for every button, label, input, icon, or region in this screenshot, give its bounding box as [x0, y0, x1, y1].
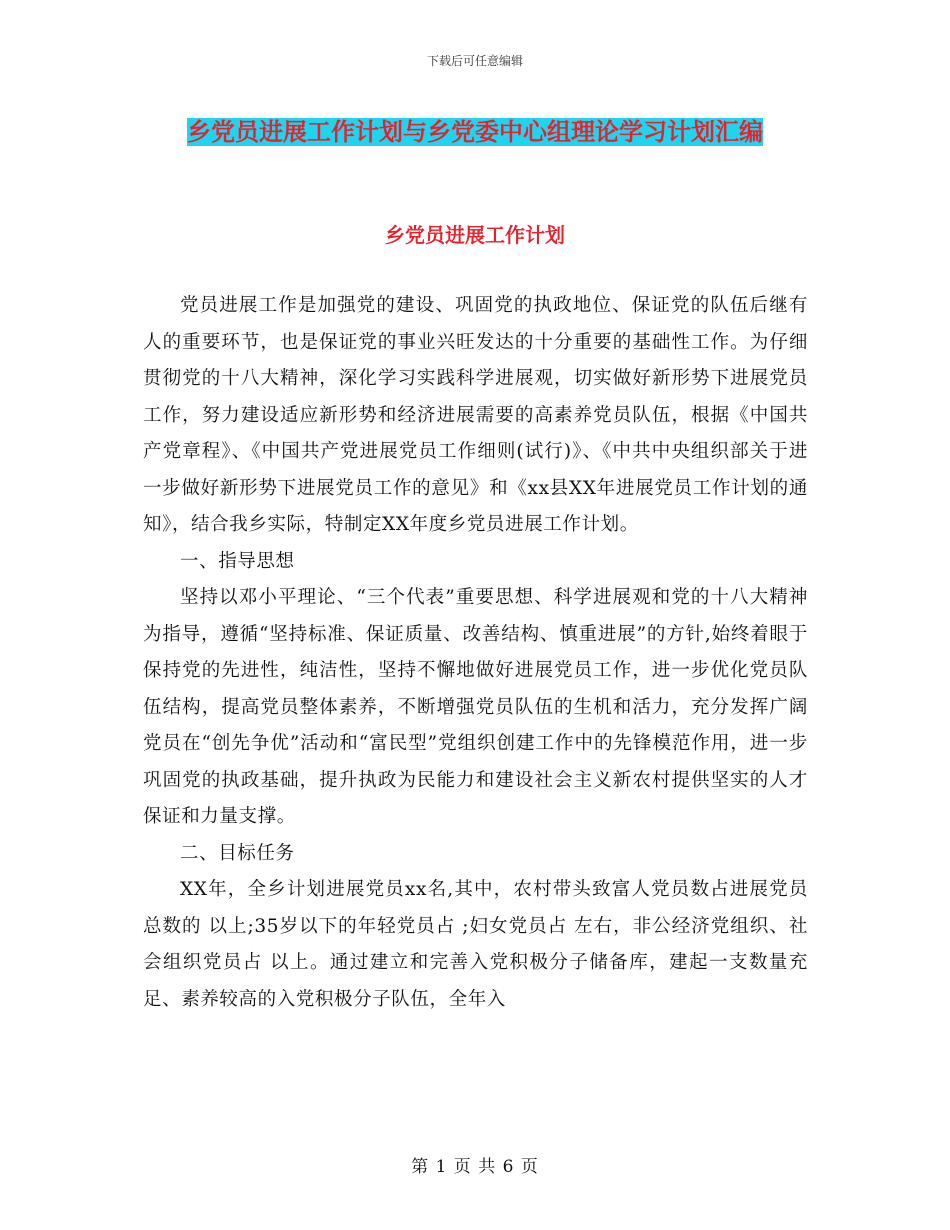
paragraph-goals-tasks: XX年，全乡计划进展党员xx名,其中，农村带头致富人党员数占进展党员总数的 以上;35岁以下的年轻党员占 ;妇女党员占 左右，非公经济党组织、社会组织党员占 以上。通过建立和完善入党积极分子储备库，建起一支数量充足、素养较高的入党积极分子队伍，全年入: [143, 879, 808, 1010]
document-title: [150, 110, 800, 154]
heading-goals-tasks: 二、目标任务: [180, 842, 295, 864]
section-title: 乡党员进展工作计划: [385, 223, 565, 247]
body-text: [143, 288, 808, 1018]
page-header-note: 下载后可任意编辑: [426, 54, 523, 68]
paragraph-guiding-ideology: 坚持以邓小平理论、“三个代表”重要思想、科学进展观和党的十八大精神为指导，遵循“坚持标准、保证质量、改善结构、慎重进展”的方针,始终着眼于保持党的先进性，纯洁性，坚持不懈地做好进展党员工作，进一步优化党员队伍结构，提高党员整体素养，不断增强党员队伍的生机和活力，充分发挥广阔党员在“创先争优”活动和“富民型”党组织创建工作中的先锋模范作用，进一步巩固党的执政基础，提升执政为民能力和建设社会主义新农村提供坚实的人才保证和力量支撑。: [143, 587, 808, 827]
heading-guiding-ideology: 一、指导思想: [180, 550, 295, 572]
paragraph-intro: 党员进展工作是加强党的建设、巩固党的执政地位、保证党的队伍后继有人的重要环节，也是保证党的事业兴旺发达的十分重要的基础性工作。为仔细贯彻党的十八大精神，深化学习实践科学进展观，切实做好新形势下进展党员工作，努力建设适应新形势和经济进展需要的高素养党员队伍，根据《中国共产党章程》、《中国共产党进展党员工作细则(试行)》、《中共中央组织部关于进一步做好新形势下进展党员工作的意见》和《xx县XX年进展党员工作计划的通知》，结合我乡实际，特制定XX年度乡党员进展工作计划。: [143, 295, 808, 535]
document-title-text: 乡党员进展工作计划与乡党委中心组理论学习计划汇编: [187, 118, 763, 146]
page-footer: 第 1 页 共 6 页: [411, 1157, 539, 1177]
